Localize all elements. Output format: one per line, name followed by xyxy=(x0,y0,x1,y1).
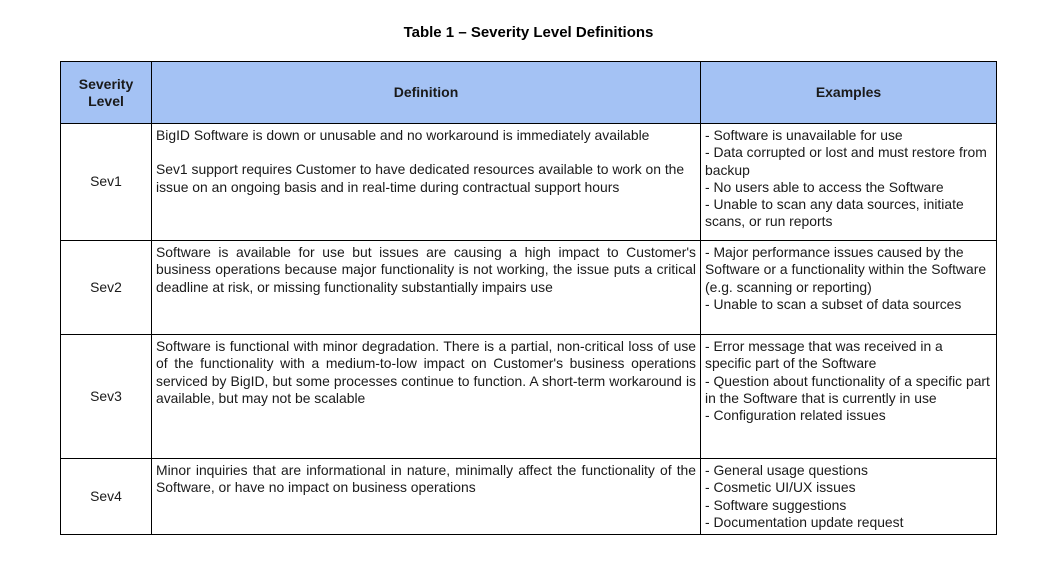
header-severity-level xyxy=(61,62,152,124)
header-definition: Definition xyxy=(152,62,701,124)
definition-cell xyxy=(152,241,701,335)
example-item: - Unable to scan a subset of data sources xyxy=(705,295,962,312)
example-item: - Cosmetic UI/UX issues xyxy=(705,479,856,496)
header-severity-level-line2: Level xyxy=(88,92,124,109)
table-row xyxy=(61,335,997,459)
definition-text: BigID Software is down or unusable and no workaround is immediately available xyxy=(156,127,650,143)
severity-level-cell: Sev3 xyxy=(61,335,152,459)
example-item: - Data corrupted or lost and must restore from backup xyxy=(705,144,987,178)
examples-cell xyxy=(701,335,997,459)
examples-cell xyxy=(701,124,997,241)
definition-text: Software is available for use but issues are causing a high impact to Customer's business operations because major functionality is not working, the issue puts a critical deadline at risk, or missing functionality substantially impairs use xyxy=(156,244,696,295)
paragraph-spacer xyxy=(156,144,696,161)
header-examples: Examples xyxy=(701,62,997,124)
example-item: - Unable to scan any data sources, initiate scans, or run reports xyxy=(705,196,964,230)
example-item: - General usage questions xyxy=(705,462,868,478)
definition-text: Sev1 support requires Customer to have dedicated resources available to work on the issue on an ongoing basis and in real-time during contractual support hours xyxy=(156,161,685,195)
example-item: - Major performance issues caused by the Software or a functionality within the Software (e.g. scanning or reporting) xyxy=(705,244,987,295)
definition-cell xyxy=(152,335,701,459)
severity-level-cell: Sev2 xyxy=(61,241,152,335)
table-title: Table 1 – Severity Level Definitions xyxy=(403,24,654,41)
example-item: - Documentation update request xyxy=(705,513,904,530)
example-item: - Configuration related issues xyxy=(705,407,886,424)
table-header-row xyxy=(61,62,997,124)
example-item: - No users able to access the Software xyxy=(705,178,944,195)
example-item: - Software suggestions xyxy=(705,496,847,513)
example-item: - Error message that was received in a specific part of the Software xyxy=(705,338,943,372)
header-severity-level-line1: Severity xyxy=(78,75,134,92)
examples-cell xyxy=(701,459,997,535)
example-item: - Question about functionality of a specific part in the Software that is currently in use xyxy=(705,372,990,406)
table-row xyxy=(61,459,997,535)
definition-cell xyxy=(152,124,701,241)
example-item: - Software is unavailable for use xyxy=(705,127,903,143)
table-row xyxy=(61,124,997,241)
definition-text: Minor inquiries that are informational in nature, minimally affect the functionality of the Software, or have no impact on business operations xyxy=(156,462,696,496)
examples-cell xyxy=(701,241,997,335)
severity-level-cell: Sev1 xyxy=(61,124,152,241)
severity-level-cell: Sev4 xyxy=(61,459,152,535)
table-row xyxy=(61,241,997,335)
severity-table xyxy=(60,61,997,535)
definition-cell xyxy=(152,459,701,535)
definition-text: Software is functional with minor degradation. There is a partial, non-critical loss of use of the functionality with a medium-to-low impact on Customer's business operations serviced by BigID, but some processes continue to function. A short-term workaround is available, but may not be scalable xyxy=(156,338,696,406)
